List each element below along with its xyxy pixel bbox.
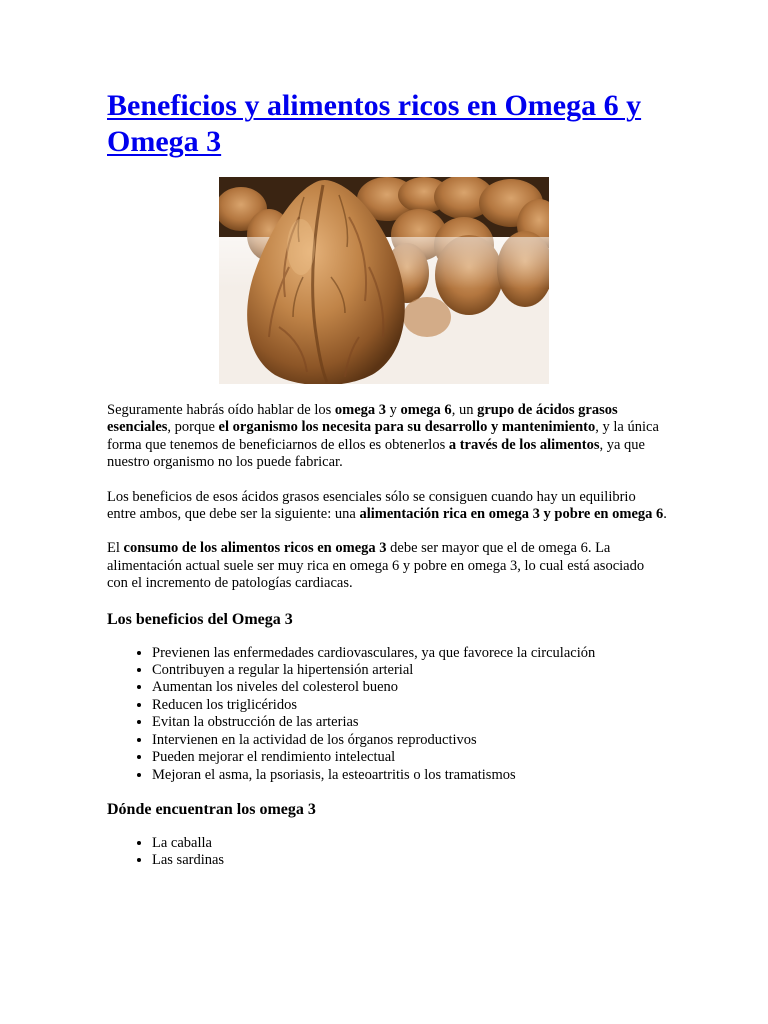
benefits-list [107, 645, 667, 784]
intro-bold-foods: a través de los alimentos [448, 436, 600, 453]
intro-text-2: y [386, 402, 401, 418]
benefits-heading: Los beneficios del Omega 3 [107, 610, 293, 628]
intro-paragraph [107, 402, 667, 472]
consumption-text-1: El [107, 540, 124, 557]
list-item: • Reducen los triglicéridos [152, 697, 667, 714]
intro-text-4: , porque [167, 419, 219, 436]
intro-text-5: , y la única forma que tenemos de beneficiarnos de ellos es obtenerlos [107, 419, 659, 453]
intro-text-1: Seguramente habrás oído hablar de los [107, 402, 335, 418]
page-title-text[interactable]: Beneficios y alimentos ricos en Omega 6 y Omega 3 [107, 89, 642, 158]
sources-list [107, 835, 667, 870]
document-page [107, 88, 667, 870]
consumption-text-2: debe ser mayor que el de omega 6. La alimentación actual suele ser muy rica en omega 6 y pobre en omega 3, lo cual está asociado con el incremento de patologías cardiacas. [107, 540, 645, 592]
list-item: • Las sardinas [152, 852, 667, 869]
page-title[interactable] [107, 88, 667, 160]
consumption-bold: consumo de los alimentos ricos en omega 3 [123, 540, 387, 557]
balance-bold: alimentación rica en omega 3 y pobre en omega 6 [359, 506, 664, 523]
list-item: • La caballa [152, 835, 667, 852]
intro-bold-omega6: omega 6 [400, 402, 452, 418]
list-item: • Intervienen en la actividad de los órganos reproductivos [152, 732, 667, 749]
consumption-paragraph [107, 540, 667, 592]
balance-paragraph [107, 489, 667, 524]
list-item: • Pueden mejorar el rendimiento intelectual [152, 749, 667, 766]
list-item: • Evitan la obstrucción de las arterias [152, 714, 667, 731]
sources-heading: Dónde encuentran los omega 3 [107, 800, 316, 818]
walnut-photo [219, 177, 549, 384]
list-item: • Mejoran el asma, la psoriasis, la esteoartritis o los tramatismos [152, 767, 667, 784]
intro-text-6: , ya que nuestro organismo no los puede fabricar. [107, 436, 645, 471]
intro-bold-organism: el organismo los necesita para su desarrollo y mantenimiento [218, 419, 596, 436]
list-item: • Contribuyen a regular la hipertensión arterial [152, 662, 667, 679]
balance-text-1: Los beneficios de esos ácidos grasos esenciales sólo se consiguen cuando hay un equilibrio entre ambos, que debe ser la siguiente: una [107, 488, 636, 523]
list-item: • Previenen las enfermedades cardiovasculares, ya que favorece la circulación [152, 645, 667, 662]
intro-text-3: , un [451, 402, 478, 418]
intro-bold-omega3: omega 3 [334, 402, 387, 418]
balance-text-2: . [663, 506, 667, 523]
list-item: • Aumentan los niveles del colesterol bueno [152, 679, 667, 696]
walnut-illustration [219, 177, 549, 384]
intro-bold-group: grupo de ácidos grasos esenciales [107, 402, 618, 436]
